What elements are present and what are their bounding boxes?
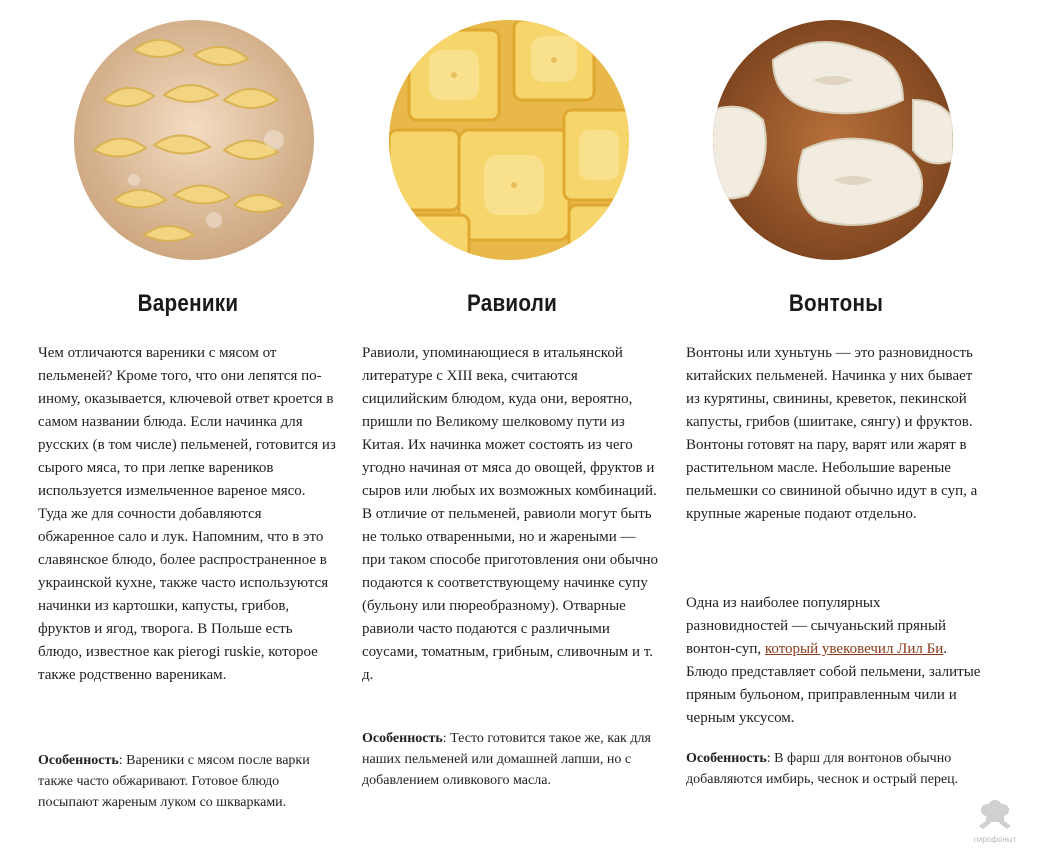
ravioli-photo xyxy=(389,20,629,260)
title-vareniki: Вареники xyxy=(137,290,239,317)
feature-label: Особенность xyxy=(38,753,119,768)
paragraph-wontons: Вонтоны или хуньтунь — это разновидность китайских пельменей. Начинка у них бывает из курятины, свинины, креветок, пекинской капусты, грибов (шиитаке, сянгу) и фруктов. Вонтоны готовят на пару, варят или жарят в растительном масле. Небольшие вареные пельмешки со свининой обычно идут в суп, а крупные жареные подают отдельно. xyxy=(686,345,978,522)
title-wontons: Вонтоны xyxy=(788,290,884,317)
feature-text: : Тесто готовится такое же, как для наших пельменей или домашней лапши, но с добавлением оливкового масла. xyxy=(362,731,651,788)
feature-label: Особенность xyxy=(686,751,767,766)
lil-b-link[interactable]: который увековечил Лил Би xyxy=(764,641,944,657)
feature-label: Особенность xyxy=(362,731,443,746)
feature-vareniki xyxy=(38,750,338,813)
paragraph2-after: . Блюдо представляет собой пельмени, залитые пряным бульоном, приправленным чили и черным уксусом. xyxy=(686,641,981,726)
feature-wontons xyxy=(686,748,986,790)
watermark xyxy=(966,800,1024,850)
feature-text: : В фарш для вонтонов обычно добавляются имбирь, чеснок и острый перец. xyxy=(686,751,959,787)
feature-ravioli xyxy=(362,728,662,791)
chef-hat-logo-icon xyxy=(975,800,1015,834)
title-ravioli: Равиоли xyxy=(466,290,558,317)
watermark-text: пирофоныт xyxy=(973,835,1017,844)
paragraph-wontons-2 xyxy=(686,592,986,730)
vareniki-photo xyxy=(74,20,314,260)
paragraph2-before: Одна из наиболее популярных разновидностей — сычуаньский пряный вонтон-суп, xyxy=(686,595,947,657)
paragraph-ravioli: Равиоли, упоминающиеся в итальянской литературе с XIII века, считаются сицилийским блюдом, куда они, вероятно, пришли по Великому шелковому пути из Китая. Их начинка может состоять из чего угодно начиная от мяса до овощей, фруктов и сыров или любых их возможных комбинаций. В отличие от пельменей, равиоли могут быть не только отваренными, но и жареными — при таком способе приготовления они обычно подаются к соответствующему начинке супу (бульону или пюреобразному). Отварные равиоли часто подаются с различными соусами, томатным, грибным, сливочным и т. д. xyxy=(362,345,659,683)
wonton-photo xyxy=(713,20,953,260)
feature-text: : Вареники с мясом после варки также часто обжаривают. Готовое блюдо посыпают жареным луком со шкварками. xyxy=(38,753,310,810)
paragraph-vareniki: Чем отличаются вареники с мясом от пельменей? Кроме того, что они лепятся по-иному, оказывается, ключевой ответ кроется в самом названии блюда. Если начинка для русских (в том числе) пельменей, готовится из сырого мяса, то при лепке вареников используется измельченное вареное мясо. Туда же для сочности добавляются обжаренное сало и лук. Напомним, что в это славянское блюдо, более распространенное в украинской кухне, также часто используются начинки из картошки, капусты, грибов, фруктов и ягод, творога. В Польше есть блюдо, известное как pierogi ruskie, которое также родственно вареникам. xyxy=(38,345,336,683)
